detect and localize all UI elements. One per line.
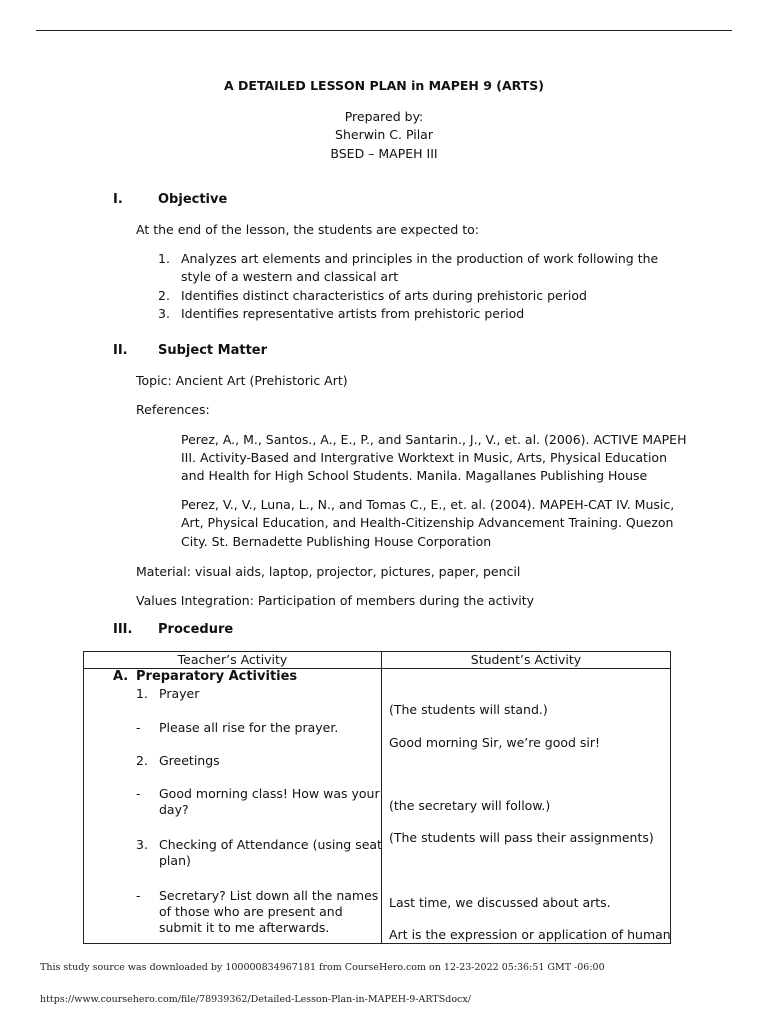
list-item: Checking of Attendance (using seat <box>159 837 382 852</box>
top-rule <box>36 30 732 31</box>
objective-item-text: Analyzes art elements and principles in the production of work following the <box>181 251 659 266</box>
list-number: 2. <box>136 753 148 768</box>
teacher-column-header: Teacher’s Activity <box>84 652 382 669</box>
subject-number: II. <box>113 343 128 358</box>
student-response: (The students will stand.) <box>389 702 548 717</box>
subject-topic: Topic: Ancient Art (Prehistoric Art) <box>136 373 348 388</box>
reference-line: Perez, A., M., Santos., A., E., P., and Santarin., J., V., et. al. (2006). ACTIVE MAPEH <box>181 432 687 447</box>
source-url-link[interactable]: https://www.coursehero.com/file/78939362/Detailed-Lesson-Plan-in-MAPEH-9-ARTSdocx/ <box>40 994 471 1005</box>
objective-item-text: Identifies distinct characteristics of arts during prehistoric period <box>181 288 587 303</box>
subject-values: Values Integration: Participation of members during the activity <box>136 593 535 608</box>
list-item: Prayer <box>159 686 200 701</box>
references-label: References: <box>136 402 210 417</box>
list-dash: - <box>136 888 141 903</box>
student-response: (the secretary will follow.) <box>389 798 551 813</box>
student-response: Good morning Sir, we’re good sir! <box>389 735 601 750</box>
objective-item-text: style of a western and classical art <box>181 269 399 284</box>
objective-item-num: 1. <box>158 251 170 266</box>
list-item: day? <box>159 802 189 817</box>
reference-line: Perez, V., V., Luna, L., N., and Tomas C., E., et. al. (2004). MAPEH-CAT IV. Music, <box>181 497 675 512</box>
reference-line: City. St. Bernadette Publishing House Corporation <box>181 534 492 549</box>
student-response: Art is the expression or application of human <box>389 927 671 942</box>
procedure-heading: Procedure <box>158 622 234 637</box>
table-header-row <box>84 652 671 669</box>
download-notice: This study source was downloaded by 100000834967181 from CourseHero.com on 12-23-2022 05:36:51 GMT -06:00 <box>40 962 605 973</box>
list-item: Good morning class! How was your <box>159 786 380 801</box>
student-response: (The students will pass their assignments) <box>389 830 654 845</box>
subject-material: Material: visual aids, laptop, projector, pictures, paper, pencil <box>136 564 521 579</box>
list-item: Please all rise for the prayer. <box>159 720 339 735</box>
reference-line: Art, Physical Education, and Health-Citizenship Advancement Training. Quezon <box>181 515 674 530</box>
student-column-header: Student’s Activity <box>382 652 671 669</box>
section-title: Preparatory Activities <box>136 669 298 684</box>
objective-item-num: 3. <box>158 306 170 321</box>
section-letter: A. <box>113 669 129 684</box>
reference-line: and Health for High School Students. Manila. Magallanes Publishing House <box>181 468 648 483</box>
objective-heading: Objective <box>158 192 228 207</box>
table-row <box>84 669 671 944</box>
procedure-table <box>83 651 671 944</box>
list-number: 3. <box>136 837 148 852</box>
student-response: Last time, we discussed about arts. <box>389 895 611 910</box>
subject-heading: Subject Matter <box>158 343 268 358</box>
list-dash: - <box>136 786 141 801</box>
list-item: of those who are present and <box>159 904 343 919</box>
objective-item-text: Identifies representative artists from prehistoric period <box>181 306 525 321</box>
author-course: BSED – MAPEH III <box>330 146 438 161</box>
author-name: Sherwin C. Pilar <box>335 127 433 142</box>
teacher-activity-cell <box>84 669 382 944</box>
list-item: Secretary? List down all the names <box>159 888 379 903</box>
prepared-label: Prepared by: <box>344 109 424 124</box>
objective-number: I. <box>113 192 123 207</box>
list-item: submit it to me afterwards. <box>159 920 330 935</box>
objective-intro: At the end of the lesson, the students are expected to: <box>136 222 479 237</box>
document-title: A DETAILED LESSON PLAN in MAPEH 9 (ARTS) <box>224 78 544 93</box>
student-activity-cell <box>382 669 671 944</box>
list-item: Greetings <box>159 753 220 768</box>
procedure-number: III. <box>113 622 133 637</box>
list-item: plan) <box>159 853 191 868</box>
reference-line: III. Activity-Based and Intergrative Worktext in Music, Arts, Physical Education <box>181 450 668 465</box>
list-number: 1. <box>136 686 148 701</box>
objective-item-num: 2. <box>158 288 170 303</box>
list-dash: - <box>136 720 141 735</box>
